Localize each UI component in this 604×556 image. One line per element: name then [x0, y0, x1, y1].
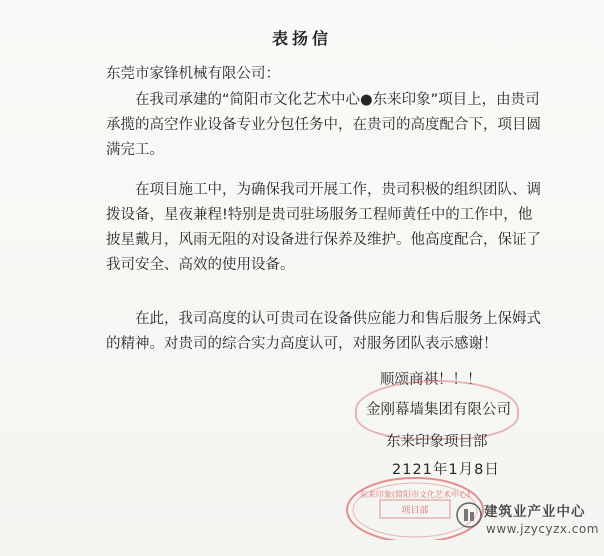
letter-title: 表扬信 — [271, 29, 332, 48]
paragraph-line: 拨设备，星夜兼程!特别是贵司驻场服务工程师黄任中的工作中，他 — [106, 207, 533, 223]
svg-text:项目部: 项目部 — [401, 506, 429, 516]
paragraph-line: 在项目施工中，为确保我司开展工作，贵司积极的组织团队、调 — [135, 182, 541, 198]
paragraph-line: 满完工。 — [106, 142, 164, 158]
paragraph-line: 披星戴月，风雨无阻的对设备进行保养及维护。他高度配合，保证了 — [106, 232, 541, 248]
paragraph-line: 我司安全、高效的使用设备。 — [106, 257, 295, 273]
svg-text:东来印象(简阳市文化艺术中心): 东来印象(简阳市文化艺术中心) — [359, 490, 471, 499]
signature-company: 金刚幕墙集团有限公司 — [366, 402, 511, 418]
closing-greeting: 顺颂商祺！！！ — [380, 372, 482, 388]
signature-department: 东来印象项目部 — [386, 434, 488, 450]
paragraph-2 — [106, 178, 541, 278]
letter-date: 2121年1月8日 — [392, 462, 500, 478]
salutation: 东莞市家锋机械有限公司： — [106, 66, 280, 82]
paragraph-3 — [106, 307, 541, 357]
paragraph-line: 在我司承建的“简阳市文化艺术中心●东来印象”项目上，由贵司 — [135, 92, 540, 108]
paragraph-line: 的精神。对贵司的综合实力高度认可，对服务团队表示感谢！ — [106, 336, 498, 352]
watermark-title: 建筑业产业中心 — [484, 504, 586, 520]
watermark-url: www.jzycyzx.com — [486, 522, 599, 536]
watermark — [456, 500, 604, 550]
paragraph-1 — [106, 88, 541, 163]
paragraph-line: 承揽的高空作业设备专业分包任务中，在贵司的高度配合下，项目圆 — [106, 117, 541, 133]
paragraph-line: 在此，我司高度的认可贵司在设备供应能力和售后服务上保姆式 — [135, 311, 541, 327]
building-logo-icon — [456, 502, 482, 528]
